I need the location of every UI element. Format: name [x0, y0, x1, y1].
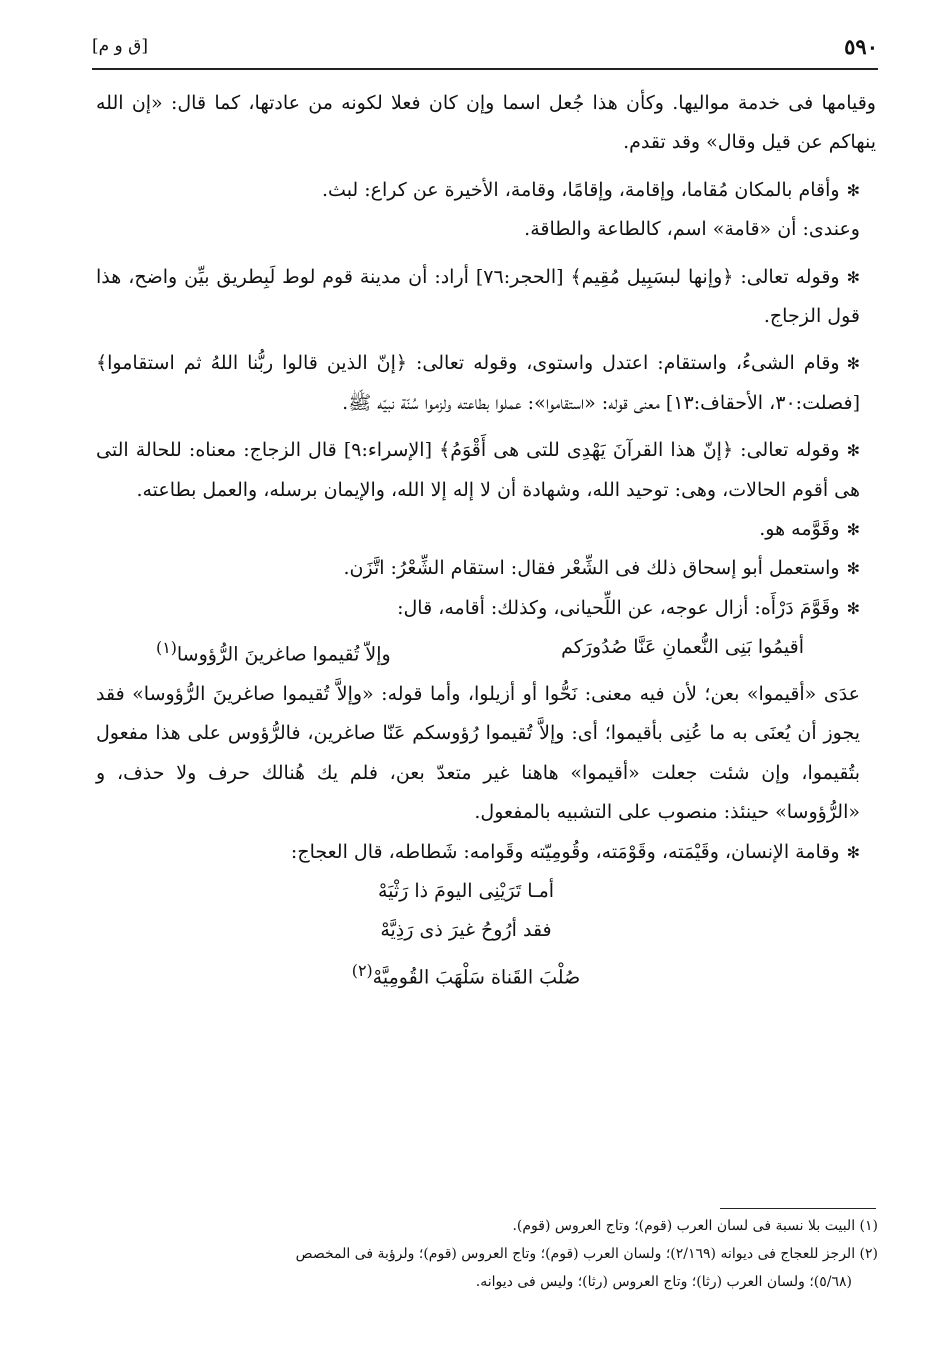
footnote-marker: (١) [156, 638, 177, 658]
root-label: [ق و م] [92, 36, 148, 56]
paragraph: وعندى: أن «قامة» اسم، كالطاعة والطاقة. [524, 218, 860, 241]
rajaz-poem [96, 872, 876, 998]
footnote-continuation: (٥/٦٨)؛ ولسان العرب (رثا)؛ وتاج العروس (رثا)؛ وليس فى ديوانه. [475, 1274, 852, 1290]
paragraph [96, 589, 876, 628]
verse-second-half [156, 628, 391, 675]
paragraph-text: وقَوَّمَ دَرْأَه: أزال عوجه، عن اللِّحيانى، وكذلك: أقامه، قال: [397, 596, 840, 619]
star-icon [840, 352, 860, 374]
verse-second-half-text: وإلاّ تُقيموا صاغرينَ الرُّؤوسا [176, 643, 391, 666]
star-icon [840, 179, 860, 201]
footnote: (١) البيت بلا نسبة فى لسان العرب (قوم)؛ وتاج العروس (قوم). [512, 1218, 878, 1234]
page-number: ٥٩٠ [844, 34, 878, 59]
footnote-marker: (٢) [351, 960, 373, 980]
footnote-rule [720, 1208, 876, 1209]
paragraph [96, 549, 876, 588]
paragraph [96, 833, 876, 872]
page-header [92, 30, 878, 64]
poetry-verse [96, 628, 876, 675]
header-rule [92, 68, 878, 70]
paragraph [96, 258, 876, 337]
paragraph [96, 510, 876, 549]
rajaz-line: فقد أرُوحُ غيرَ ذى رَذِيَّهْ [380, 919, 552, 942]
rajaz-line [96, 951, 836, 998]
paragraph-text: وقَوَّمه هو. [759, 518, 840, 541]
rajaz-line-text: صُلْبَ القَناة سَلْهَبَ القُومِيَّهْ [372, 966, 581, 989]
paragraph: وقيامها فى خدمة مواليها. وكأن هذا جُعل اسما وإن كان فعلا لكونه من عادتها، كما قال: «إن الله ينهاكم عن قيل وقال» وقد تقدم. [96, 92, 876, 154]
rajaz-line: أمـا تَرَيْنِى اليومَ ذا رَثْيَهْ [377, 880, 555, 903]
paragraph-text: واستعمل أبو إسحاق ذلك فى الشِّعْر فقال: استقام الشِّعْرُ: اتَّزَن. [343, 557, 840, 580]
star-icon [840, 597, 860, 619]
verse-first-half: أقيمُوا بَنِى النُّعمانِ عَنَّا صُدُورَكم [561, 636, 804, 659]
star-icon [840, 518, 860, 540]
star-icon [840, 266, 860, 288]
paragraph-text: وأقام بالمكان مُقاما، وإقامة، وإقامًا، وقامة، الأخيرة عن كراع: لبث. [322, 178, 840, 201]
paragraph: عدَى «أقيموا» بعن؛ لأن فيه معنى: نَحُّوا أو أزيلوا، وأما قوله: «وإلاَّ تُقيموا صاغرينَ الرُّؤوسا» فقد يجوز أن يُعنَى به ما عُنِى بأقيموا؛ أى: وإلاَّ تُقيموا رُؤوسكم عَنّا صاغرين، فالرُّؤوس على هذا مفعول بتُقيموا، وإن شئت جعلت «أقيموا» هاهنا غير متعدّ بعن، فلم يك هُنالك حرف ولا حذف، و «الرُّؤوسا» حينئذ: منصوب على التشبيه بالمفعول. [96, 683, 860, 824]
star-icon [840, 557, 860, 579]
paragraph-text: وقامة الإنسان، وقَيْمَته، وقَوْمَته، وقُومِيّته وقَوامه: شَطاطه، قال العجاج: [290, 840, 840, 863]
paragraph-text: وقام الشىءُ، واستقام: اعتدل واستوى، وقوله تعالى: ﴿إنّ الذين قالوا ربُّنا اللهُ ثم استقاموا﴾ [فصلت:٣٠، الأحقاف:١٣] معنى قوله: «استقاموا»: عملوا بطاعته ولزموا سُنّة نبيّه ﷺ. [96, 352, 860, 414]
paragraph [96, 171, 876, 210]
star-icon [840, 841, 860, 863]
paragraph-text: وقوله تعالى: ﴿وإنها لبسَبِيل مُقِيم﴾ [الحجر:٧٦] أراد: أن مدينة قوم لوط لَبِطريق بيِّن واضح، هذا قول الزجاج. [96, 265, 860, 328]
star-icon [840, 439, 860, 461]
page-body [96, 84, 876, 998]
paragraph-text: وقوله تعالى: ﴿إنّ هذا القرآنَ يَهْدِى للتى هى أَقْوَمُ﴾ [الإسراء:٩] قال الزجاج: معناه: للحالة التى هى أقوم الحالات، وهى: توحيد الله، وشهادة أن لا إله إلا الله، والإيمان برسله، والعمل بطاعته. [96, 439, 860, 501]
footnote: (٢) الرجز للعجاج فى ديوانه (٢/١٦٩)؛ ولسان العرب (قوم)؛ وتاج العروس (قوم)؛ ولرؤبة فى المخصص [295, 1246, 878, 1262]
paragraph [96, 431, 876, 510]
paragraph [96, 344, 876, 423]
footnotes [96, 1212, 878, 1296]
